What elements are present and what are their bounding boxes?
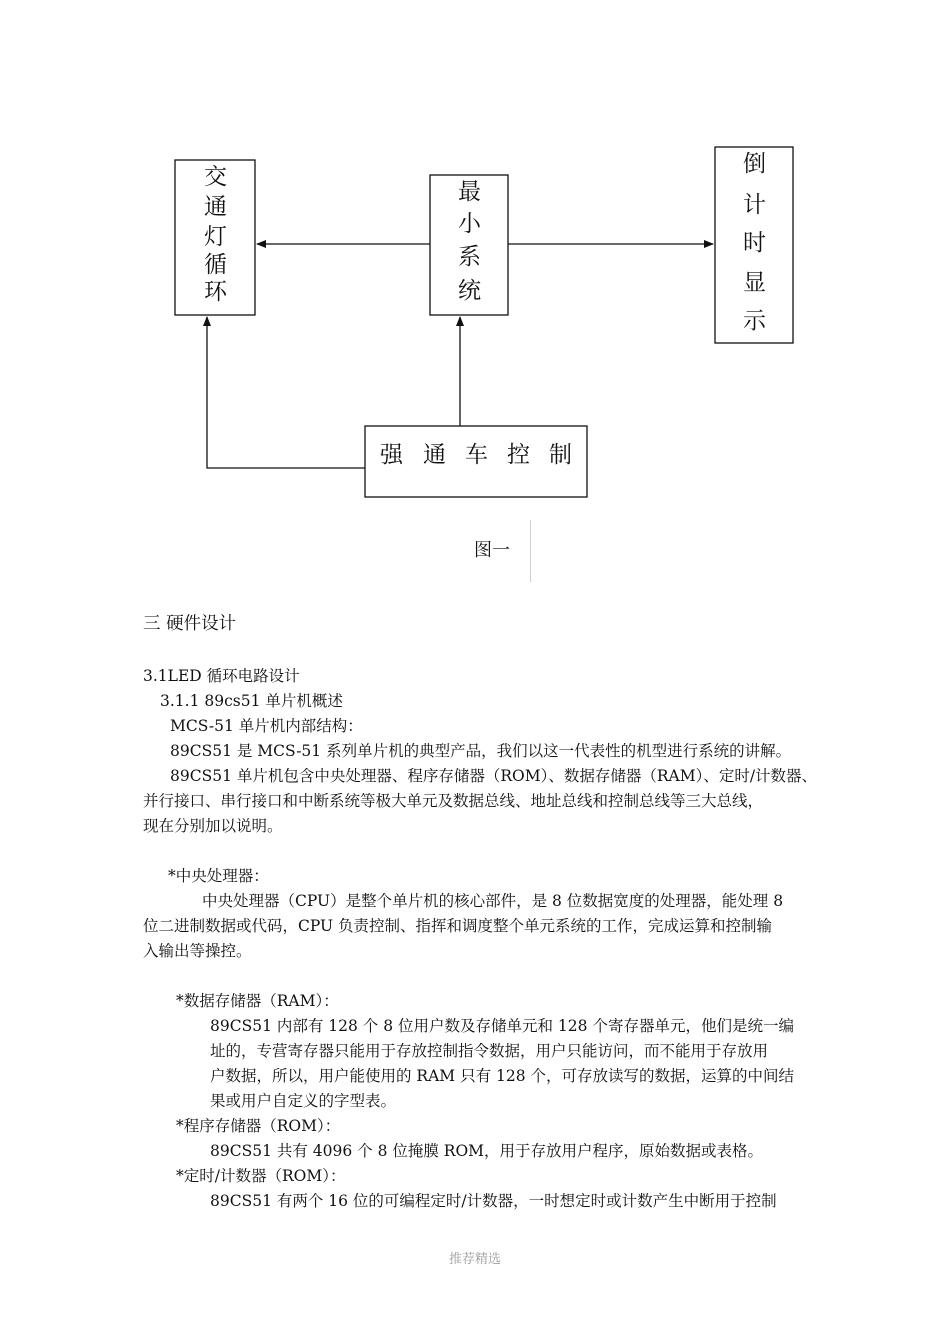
left-char: 通	[204, 194, 227, 220]
center-char: 小	[458, 211, 481, 237]
body-line: 入输出等操控。	[143, 942, 252, 960]
left-char: 灯	[204, 224, 227, 250]
left-box-label	[204, 164, 228, 305]
body-line: 89CS51 单片机包含中央处理器、程序存储器（ROM）、数据存储器（RAM）、定时/计数器、	[170, 767, 818, 785]
center-char: 最	[458, 179, 481, 205]
item-heading-rom: *程序存储器（ROM）：	[176, 1117, 341, 1135]
right-char: 计	[743, 192, 766, 218]
body-line: 户数据，所以，用户能使用的 RAM 只有 128 个，可存放读写的数据，运算的中间结	[210, 1067, 795, 1085]
left-char: 循	[204, 252, 227, 278]
body-line: 现在分别加以说明。	[143, 817, 283, 835]
figure-caption: 图一	[474, 540, 510, 561]
caption-divider	[530, 520, 531, 582]
body-line: 89CS51 有两个 16 位的可编程定时/计数器，一时想定时或计数产生中断用于控制	[210, 1192, 777, 1210]
section-title: 三 硬件设计	[143, 614, 237, 634]
left-char: 环	[204, 279, 227, 305]
body-line: 位二进制数据或代码，CPU 负责控制、指挥和调度整个单元系统的工作，完成运算和控制输	[143, 917, 773, 935]
body-line: MCS-51 单片机内部结构：	[170, 717, 363, 735]
right-char: 时	[743, 230, 766, 256]
arrow-control-to-traffic-light	[207, 317, 365, 468]
body-line: 果或用户自定义的字型表。	[210, 1092, 397, 1110]
item-heading-timer: *定时/计数器（ROM）：	[176, 1167, 346, 1185]
body-line: 址的，专营寄存器只能用于存放控制指令数据，用户只能访问，而不能用于存放用	[210, 1042, 769, 1060]
block-diagram	[0, 0, 950, 600]
subsubsection-heading: 3.1.1 89cs51 单片机概述	[160, 692, 343, 710]
left-char: 交	[204, 164, 227, 190]
center-char: 系	[458, 244, 481, 270]
item-heading-cpu: *中央处理器：	[168, 867, 269, 885]
bottom-char: 制	[549, 442, 572, 468]
bottom-char: 通	[423, 442, 446, 468]
page-footer: 推荐精选	[448, 1252, 501, 1267]
item-heading-ram: *数据存储器（RAM）：	[176, 992, 339, 1010]
body-line: 89CS51 共有 4096 个 8 位掩膜 ROM，用于存放用户程序，原始数据或表格。	[210, 1142, 764, 1160]
subsection-heading: 3.1LED 循环电路设计	[143, 667, 300, 685]
right-char: 显	[743, 270, 766, 296]
center-char: 统	[458, 278, 481, 304]
body-line: 89CS51 内部有 128 个 8 位用户数及存储单元和 128 个寄存器单元，他们是统一编	[210, 1017, 794, 1035]
body-line: 89CS51 是 MCS-51 系列单片机的典型产品，我们以这一代表性的机型进行系统的讲解。	[170, 742, 792, 760]
body-line: 并行接口、串行接口和中断系统等极大单元及数据总线、地址总线和控制总线等三大总线，	[143, 792, 764, 810]
body-line: 中央处理器（CPU）是整个单片机的核心部件，是 8 位数据宽度的处理器，能处理 8	[202, 892, 784, 910]
bottom-char: 车	[465, 442, 488, 468]
bottom-char: 控	[507, 442, 530, 468]
bottom-char: 强	[380, 442, 403, 468]
right-char: 倒	[743, 151, 766, 177]
right-char: 示	[743, 308, 766, 334]
